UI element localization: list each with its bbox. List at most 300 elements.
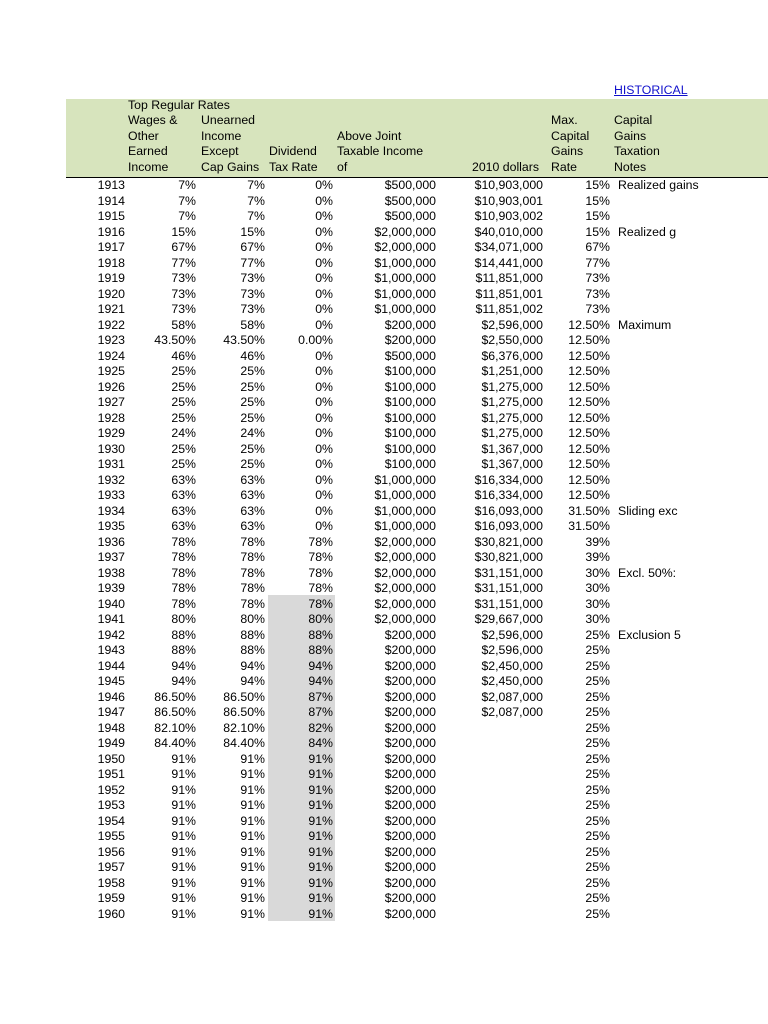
cell-year: 1957	[97, 860, 125, 874]
cell-above-joint: $100,000	[384, 379, 436, 394]
cell-dividend: 91%	[308, 767, 333, 781]
cell-above-joint: $500,000	[384, 348, 436, 363]
cell-wages: 63%	[171, 472, 196, 487]
cell-above-joint: $200,000	[384, 674, 436, 688]
table-row	[0, 752, 768, 768]
cell-unearned: 78%	[240, 534, 265, 549]
cell-year: 1916	[97, 224, 125, 239]
header-capital-gains-notes	[614, 113, 660, 175]
cell-2010-dollars: $31,151,000	[474, 565, 543, 580]
table-row	[0, 473, 768, 489]
cell-dividend: 0%	[315, 271, 333, 285]
header-top-regular-rates: Top Regular Rates	[128, 97, 230, 112]
cell-above-joint: $200,000	[384, 751, 436, 766]
cell-wages: 63%	[171, 488, 196, 502]
cell-dividend: 91%	[308, 844, 333, 859]
cell-max-cap-gains: 15%	[585, 193, 610, 208]
cell-above-joint: $200,000	[384, 658, 436, 673]
table-row	[0, 550, 768, 566]
cell-wages: 25%	[171, 441, 196, 456]
cell-max-cap-gains: 25%	[585, 875, 610, 890]
cell-wages: 94%	[171, 674, 196, 688]
cell-dividend: 0%	[315, 193, 333, 208]
table-row	[0, 891, 768, 907]
cell-unearned: 84.40%	[223, 736, 265, 750]
cell-max-cap-gains: 12.50%	[568, 488, 610, 502]
cell-unearned: 91%	[240, 798, 265, 812]
table-row	[0, 597, 768, 613]
cell-wages: 25%	[171, 379, 196, 394]
cell-unearned: 91%	[240, 860, 265, 874]
header-wages-line: Wages &	[128, 113, 178, 128]
cell-above-joint: $200,000	[384, 844, 436, 859]
cell-year: 1944	[97, 658, 125, 673]
cell-max-cap-gains: 25%	[585, 627, 610, 642]
cell-2010-dollars: $11,851,000	[475, 271, 543, 285]
cell-above-joint: $100,000	[384, 457, 436, 471]
cell-year: 1949	[97, 736, 125, 750]
header-wages-line: Other	[128, 128, 159, 143]
table-row	[0, 581, 768, 597]
cell-max-cap-gains: 12.50%	[568, 379, 610, 394]
cell-dividend: 91%	[308, 813, 333, 828]
table-row	[0, 643, 768, 659]
cell-dividend: 0%	[315, 255, 333, 270]
cell-unearned: 43.50%	[223, 333, 265, 347]
cell-unearned: 78%	[240, 565, 265, 580]
cell-2010-dollars: $16,093,000	[474, 519, 543, 533]
cell-2010-dollars: $11,851,002	[475, 302, 543, 316]
cell-dividend: 0%	[315, 302, 333, 316]
table-row	[0, 783, 768, 799]
cell-2010-dollars: $6,376,000	[481, 348, 543, 363]
cell-year: 1940	[97, 596, 125, 611]
cell-2010-dollars: $2,550,000	[481, 333, 543, 347]
table-row	[0, 209, 768, 225]
cell-above-joint: $200,000	[384, 643, 436, 657]
cell-above-joint: $1,000,000	[374, 519, 436, 533]
header-maxcap-line: Capital	[551, 128, 590, 143]
cell-above-joint: $200,000	[384, 875, 436, 890]
cell-max-cap-gains: 73%	[585, 271, 610, 285]
cell-2010-dollars: $16,093,000	[474, 503, 543, 518]
table-row	[0, 380, 768, 396]
cell-year: 1953	[97, 798, 125, 812]
cell-dividend: 94%	[308, 674, 333, 688]
cell-above-joint: $200,000	[384, 333, 436, 347]
cell-unearned: 7%	[247, 193, 265, 208]
table-row	[0, 907, 768, 923]
header-wages-line: Earned	[128, 144, 168, 159]
cell-unearned: 91%	[240, 906, 265, 921]
cell-above-joint: $500,000	[384, 209, 436, 223]
cell-wages: 84.40%	[154, 736, 196, 750]
cell-max-cap-gains: 25%	[585, 782, 610, 797]
cell-2010-dollars: $1,275,000	[481, 379, 543, 394]
cell-max-cap-gains: 31.50%	[568, 519, 610, 533]
cell-wages: 91%	[171, 813, 196, 828]
cell-max-cap-gains: 39%	[585, 550, 610, 564]
cell-unearned: 86.50%	[223, 689, 265, 704]
cell-wages: 73%	[171, 302, 196, 316]
cell-dividend: 91%	[308, 891, 333, 905]
cell-wages: 88%	[171, 627, 196, 642]
table-row	[0, 519, 768, 535]
cell-notes: Sliding exc	[618, 503, 678, 518]
cell-unearned: 63%	[240, 519, 265, 533]
cell-above-joint: $200,000	[384, 736, 436, 750]
cell-year: 1932	[97, 472, 125, 487]
table-row	[0, 674, 768, 690]
cell-dividend: 91%	[308, 906, 333, 921]
cell-year: 1936	[97, 534, 125, 549]
cell-max-cap-gains: 25%	[585, 736, 610, 750]
cell-year: 1960	[97, 906, 125, 921]
cell-max-cap-gains: 67%	[585, 240, 610, 254]
cell-wages: 86.50%	[154, 689, 196, 704]
cell-2010-dollars: $2,087,000	[481, 689, 543, 704]
cell-wages: 25%	[171, 395, 196, 409]
table-row	[0, 798, 768, 814]
cell-dividend: 91%	[308, 875, 333, 890]
header-capnotes-line: Capital	[614, 113, 653, 128]
table-row	[0, 256, 768, 272]
cell-unearned: 67%	[240, 240, 265, 254]
cell-wages: 25%	[171, 364, 196, 378]
cell-dividend: 0%	[315, 317, 333, 332]
cell-dividend: 0%	[315, 503, 333, 518]
cell-above-joint: $200,000	[384, 627, 436, 642]
cell-max-cap-gains: 12.50%	[568, 457, 610, 471]
cell-wages: 63%	[171, 519, 196, 533]
table-row	[0, 504, 768, 520]
cell-unearned: 88%	[240, 643, 265, 657]
cell-year: 1938	[97, 565, 125, 580]
cell-above-joint: $2,000,000	[374, 550, 436, 564]
cell-unearned: 63%	[240, 472, 265, 487]
cell-dividend: 0%	[315, 488, 333, 502]
cell-above-joint: $2,000,000	[374, 581, 436, 595]
cell-max-cap-gains: 77%	[585, 255, 610, 270]
cell-above-joint: $2,000,000	[374, 534, 436, 549]
cell-year: 1943	[97, 643, 125, 657]
cell-wages: 91%	[171, 782, 196, 797]
cell-unearned: 77%	[240, 255, 265, 270]
cell-above-joint: $200,000	[384, 798, 436, 812]
cell-notes: Realized gains	[618, 178, 699, 192]
cell-year: 1959	[97, 891, 125, 905]
table-row	[0, 240, 768, 256]
cell-unearned: 91%	[240, 875, 265, 890]
cell-2010-dollars: $10,903,001	[474, 193, 543, 208]
cell-max-cap-gains: 12.50%	[568, 472, 610, 487]
cell-above-joint: $2,000,000	[374, 565, 436, 580]
historical-link[interactable]: HISTORICAL	[614, 83, 688, 97]
cell-unearned: 78%	[240, 550, 265, 564]
cell-year: 1946	[97, 689, 125, 704]
cell-dividend: 0%	[315, 472, 333, 487]
cell-2010-dollars: $1,275,000	[481, 395, 543, 409]
cell-unearned: 91%	[240, 844, 265, 859]
cell-max-cap-gains: 12.50%	[568, 333, 610, 347]
cell-unearned: 91%	[240, 813, 265, 828]
header-2010-line: 2010 dollars	[472, 159, 539, 174]
table-row	[0, 411, 768, 427]
cell-above-joint: $200,000	[384, 767, 436, 781]
cell-max-cap-gains: 12.50%	[568, 441, 610, 456]
cell-unearned: 91%	[240, 767, 265, 781]
cell-dividend: 78%	[308, 581, 333, 595]
cell-dividend: 91%	[308, 829, 333, 843]
cell-dividend: 0%	[315, 519, 333, 533]
cell-wages: 58%	[171, 317, 196, 332]
header-unearned-line: Cap Gains	[201, 159, 260, 174]
cell-dividend: 88%	[308, 643, 333, 657]
cell-max-cap-gains: 25%	[585, 906, 610, 921]
cell-year: 1930	[97, 441, 125, 456]
table-row	[0, 457, 768, 473]
cell-max-cap-gains: 25%	[585, 813, 610, 828]
cell-2010-dollars: $14,441,000	[474, 255, 543, 270]
cell-above-joint: $2,000,000	[374, 596, 436, 611]
cell-wages: 86.50%	[154, 705, 196, 719]
cell-unearned: 15%	[240, 224, 265, 239]
cell-max-cap-gains: 12.50%	[568, 364, 610, 378]
header-above-joint	[337, 129, 423, 175]
table-row	[0, 628, 768, 644]
cell-max-cap-gains: 30%	[585, 596, 610, 611]
cell-above-joint: $2,000,000	[374, 240, 436, 254]
cell-2010-dollars: $1,367,000	[481, 441, 543, 456]
cell-wages: 80%	[171, 612, 196, 626]
header-above-line: Above Joint	[337, 128, 402, 143]
cell-max-cap-gains: 12.50%	[568, 410, 610, 425]
cell-wages: 91%	[171, 891, 196, 905]
table-row	[0, 612, 768, 628]
cell-2010-dollars: $11,851,001	[475, 286, 543, 301]
cell-above-joint: $100,000	[384, 410, 436, 425]
cell-above-joint: $1,000,000	[374, 302, 436, 316]
cell-wages: 78%	[171, 550, 196, 564]
cell-above-joint: $200,000	[384, 829, 436, 843]
cell-year: 1956	[97, 844, 125, 859]
cell-wages: 7%	[178, 209, 196, 223]
cell-wages: 46%	[171, 348, 196, 363]
cell-max-cap-gains: 31.50%	[568, 503, 610, 518]
cell-year: 1919	[97, 271, 125, 285]
cell-dividend: 82%	[308, 720, 333, 735]
cell-2010-dollars: $30,821,000	[474, 534, 543, 549]
cell-above-joint: $1,000,000	[374, 271, 436, 285]
cell-unearned: 80%	[240, 612, 265, 626]
cell-wages: 63%	[171, 503, 196, 518]
cell-dividend: 91%	[308, 782, 333, 797]
cell-notes: Realized g	[618, 224, 677, 239]
cell-notes: Maximum	[618, 317, 672, 332]
cell-dividend: 87%	[308, 689, 333, 704]
table-row	[0, 194, 768, 210]
cell-year: 1918	[97, 255, 125, 270]
table-row	[0, 566, 768, 582]
cell-max-cap-gains: 25%	[585, 860, 610, 874]
cell-unearned: 91%	[240, 829, 265, 843]
cell-unearned: 91%	[240, 782, 265, 797]
cell-wages: 91%	[171, 860, 196, 874]
cell-2010-dollars: $34,071,000	[474, 240, 543, 254]
cell-dividend: 78%	[308, 550, 333, 564]
cell-unearned: 94%	[240, 658, 265, 673]
cell-max-cap-gains: 25%	[585, 643, 610, 657]
cell-wages: 78%	[171, 565, 196, 580]
cell-above-joint: $500,000	[384, 178, 436, 192]
cell-above-joint: $100,000	[384, 364, 436, 378]
cell-max-cap-gains: 15%	[585, 209, 610, 223]
cell-year: 1941	[97, 612, 125, 626]
cell-year: 1929	[97, 426, 125, 440]
cell-max-cap-gains: 12.50%	[568, 395, 610, 409]
header-maxcap-line: Gains	[551, 144, 584, 159]
cell-wages: 78%	[171, 534, 196, 549]
cell-2010-dollars: $16,334,000	[474, 472, 543, 487]
cell-above-joint: $500,000	[384, 193, 436, 208]
header-capnotes-line: Gains	[614, 128, 647, 143]
cell-unearned: 78%	[240, 596, 265, 611]
cell-max-cap-gains: 30%	[585, 565, 610, 580]
cell-2010-dollars: $2,596,000	[481, 627, 543, 642]
cell-max-cap-gains: 15%	[585, 224, 610, 239]
table-row	[0, 705, 768, 721]
cell-unearned: 25%	[240, 395, 265, 409]
header-above-line: Taxable Income	[337, 144, 424, 159]
cell-2010-dollars: $1,275,000	[481, 426, 543, 440]
cell-wages: 25%	[171, 410, 196, 425]
cell-wages: 43.50%	[154, 333, 196, 347]
cell-dividend: 0%	[315, 286, 333, 301]
cell-year: 1942	[97, 627, 125, 642]
cell-wages: 82.10%	[154, 720, 196, 735]
cell-dividend: 78%	[308, 534, 333, 549]
table-row	[0, 271, 768, 287]
cell-wages: 91%	[171, 906, 196, 921]
cell-unearned: 73%	[240, 271, 265, 285]
cell-dividend: 0%	[315, 364, 333, 378]
cell-unearned: 25%	[240, 457, 265, 471]
cell-unearned: 46%	[240, 348, 265, 363]
header-capnotes-line: Notes	[614, 159, 647, 174]
cell-above-joint: $200,000	[384, 689, 436, 704]
cell-above-joint: $200,000	[384, 860, 436, 874]
cell-dividend: 94%	[308, 658, 333, 673]
cell-max-cap-gains: 25%	[585, 767, 610, 781]
table-row	[0, 426, 768, 442]
cell-year: 1948	[97, 720, 125, 735]
cell-above-joint: $100,000	[384, 395, 436, 409]
header-dividend-line: Dividend	[269, 144, 317, 159]
cell-2010-dollars: $2,450,000	[481, 674, 543, 688]
cell-wages: 7%	[178, 193, 196, 208]
cell-year: 1913	[97, 178, 125, 192]
table-row	[0, 736, 768, 752]
cell-wages: 91%	[171, 767, 196, 781]
cell-wages: 25%	[171, 457, 196, 471]
cell-2010-dollars: $31,151,000	[474, 596, 543, 611]
cell-unearned: 73%	[240, 286, 265, 301]
cell-max-cap-gains: 25%	[585, 674, 610, 688]
cell-2010-dollars: $10,903,000	[474, 178, 543, 192]
cell-dividend: 87%	[308, 705, 333, 719]
header-unearned-line: Except	[201, 144, 239, 159]
cell-unearned: 88%	[240, 627, 265, 642]
cell-dividend: 0.00%	[298, 333, 333, 347]
header-unearned-line: Income	[201, 128, 242, 143]
cell-dividend: 78%	[308, 565, 333, 580]
header-max-capital-gains	[551, 113, 589, 175]
header-dividend	[269, 144, 318, 175]
table-row	[0, 287, 768, 303]
cell-wages: 91%	[171, 844, 196, 859]
cell-unearned: 91%	[240, 751, 265, 766]
cell-above-joint: $100,000	[384, 426, 436, 440]
cell-unearned: 7%	[247, 209, 265, 223]
cell-max-cap-gains: 25%	[585, 829, 610, 843]
cell-max-cap-gains: 25%	[585, 891, 610, 905]
header-maxcap-line: Max.	[551, 113, 578, 128]
cell-2010-dollars: $40,010,000	[474, 224, 543, 239]
table-row	[0, 302, 768, 318]
table-row	[0, 690, 768, 706]
header-unearned-line: Unearned	[201, 113, 256, 128]
table-row	[0, 659, 768, 675]
cell-max-cap-gains: 25%	[585, 844, 610, 859]
cell-wages: 91%	[171, 829, 196, 843]
cell-year: 1924	[97, 348, 125, 363]
cell-year: 1928	[97, 410, 125, 425]
cell-dividend: 0%	[315, 224, 333, 239]
cell-wages: 91%	[171, 875, 196, 890]
cell-dividend: 0%	[315, 426, 333, 440]
table-header	[66, 99, 768, 178]
table-row	[0, 876, 768, 892]
cell-max-cap-gains: 39%	[585, 534, 610, 549]
cell-max-cap-gains: 25%	[585, 658, 610, 673]
cell-max-cap-gains: 73%	[585, 302, 610, 316]
cell-above-joint: $200,000	[384, 705, 436, 719]
cell-unearned: 82.10%	[223, 720, 265, 735]
cell-year: 1945	[97, 674, 125, 688]
cell-dividend: 91%	[308, 860, 333, 874]
table-row	[0, 178, 768, 194]
cell-wages: 78%	[171, 581, 196, 595]
table-row	[0, 442, 768, 458]
cell-2010-dollars: $1,251,000	[481, 364, 543, 378]
cell-year: 1947	[97, 705, 125, 719]
cell-unearned: 24%	[240, 426, 265, 440]
cell-2010-dollars: $2,596,000	[481, 317, 543, 332]
cell-year: 1921	[97, 302, 125, 316]
cell-above-joint: $1,000,000	[374, 286, 436, 301]
cell-above-joint: $100,000	[384, 441, 436, 456]
header-maxcap-line: Rate	[551, 159, 577, 174]
cell-above-joint: $1,000,000	[374, 472, 436, 487]
cell-unearned: 25%	[240, 364, 265, 378]
cell-dividend: 88%	[308, 627, 333, 642]
cell-max-cap-gains: 12.50%	[568, 348, 610, 363]
cell-year: 1926	[97, 379, 125, 394]
cell-dividend: 84%	[308, 736, 333, 750]
cell-dividend: 0%	[315, 441, 333, 456]
cell-max-cap-gains: 25%	[585, 689, 610, 704]
cell-above-joint: $2,000,000	[374, 612, 436, 626]
